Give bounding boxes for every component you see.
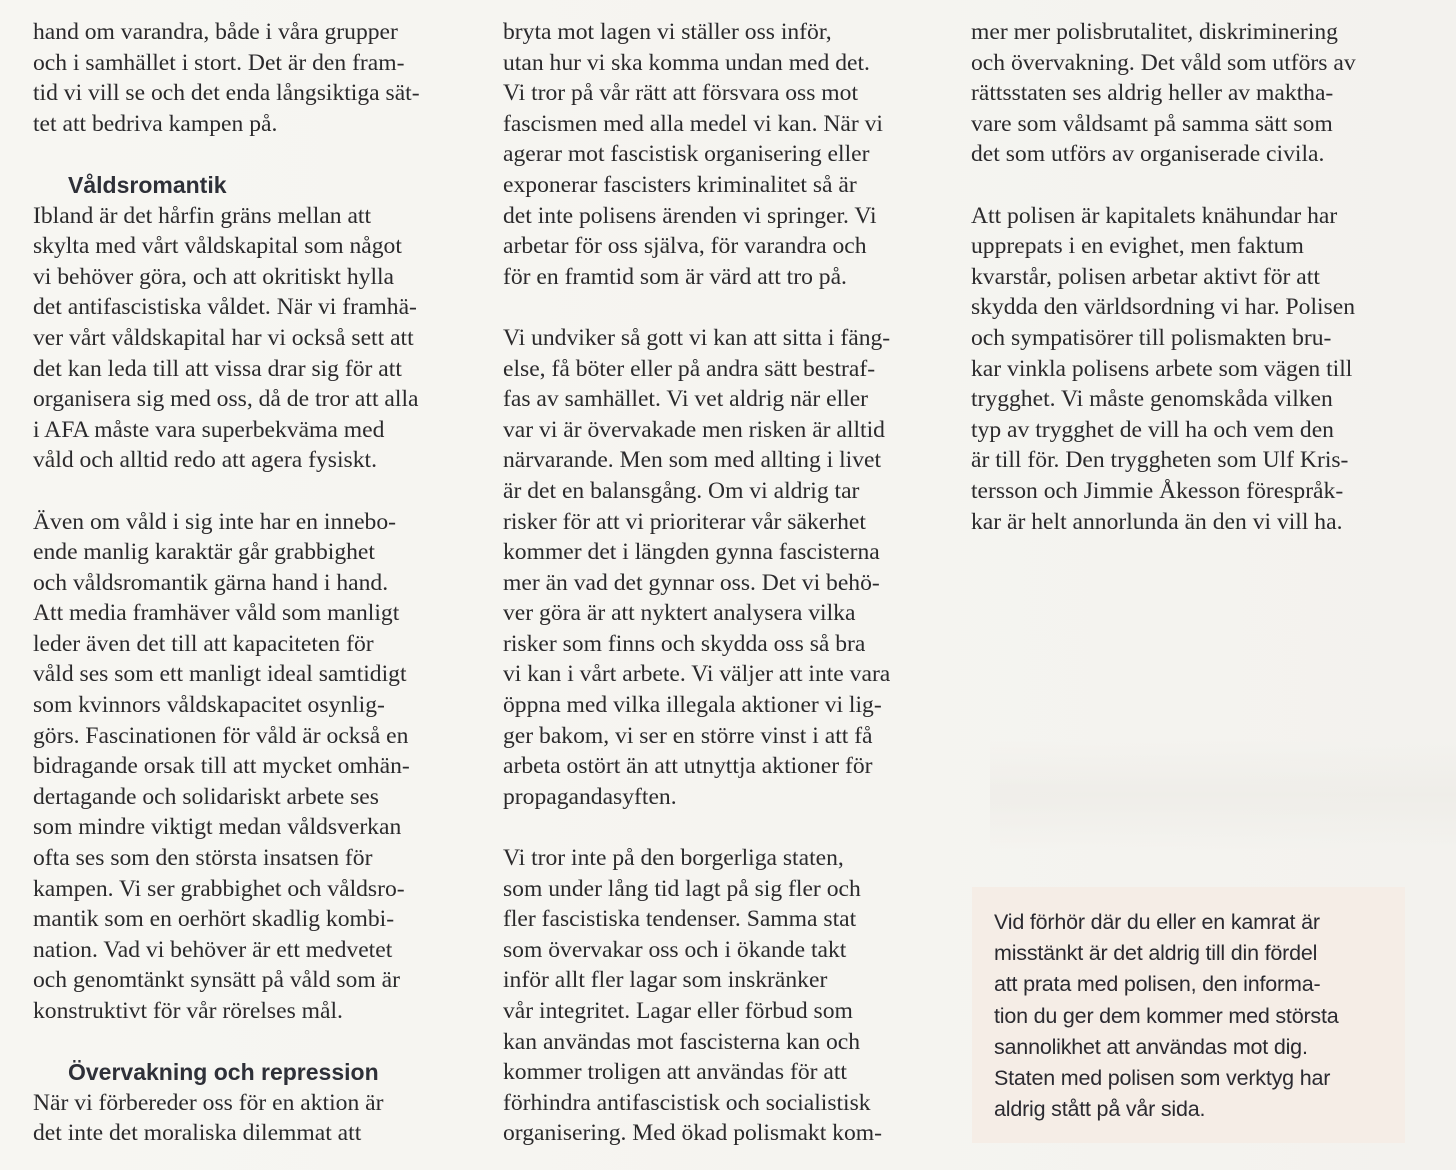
section-heading-overvakning: Övervakning och repression bbox=[68, 1059, 379, 1086]
callout-text: Vid förhör där du eller en kamrat är misstänkt är det aldrig till din fördel att prata med polisen, den informa- tion du ger dem kommer med största sannolikhet att användas mot dig. Staten med polisen som verktyg har aldrig stått på vår sida. bbox=[994, 910, 1339, 1122]
callout-box bbox=[972, 887, 1405, 1143]
text-column-3 bbox=[971, 17, 1404, 537]
paragraph: Vi tror inte på den borgerliga staten, som under lång tid lagt på sig fler och fler fascistiska tendenser. Samma stat som övervakar oss och i ökande takt inför allt fler lagar som inskränker vår integritet. Lagar eller förbud som kan användas mot fascisterna kan och kommer troligen att användas för att förhindra antifascistisk och socialistisk organisering. Med ökad polismakt kom- bbox=[503, 845, 882, 1147]
text-column-2 bbox=[503, 17, 935, 1149]
paragraph: När vi förbereder oss för en aktion är det inte det moraliska dilemmat att bbox=[33, 1089, 384, 1147]
text-column-1 bbox=[33, 17, 465, 1149]
paragraph: Vi undviker så gott vi kan att sitta i fäng- else, få böter eller på andra sätt bestraf- fas av samhället. Vi vet aldrig när eller var vi är övervakade men risken är alltid närvarande. Men som med allting i livet är det en balansgång. Om vi aldrig tar risker för att vi prioriterar vår säkerhet kommer det i längden gynna fascisterna mer än vad det gynnar oss. Det vi behö- ver göra är att nyktert analysera vilka risker som finns och skydda oss så bra vi kan i vårt arbete. Vi väljer att inte vara öppna med vilka illegala aktioner vi lig- ger bakom, vi ser en större vinst i att få arbeta ostört än att utnyttja aktioner för propagandasyften. bbox=[503, 324, 891, 810]
paragraph: Ibland är det hårfin gräns mellan att skylta med vårt våldskapital som något vi behöver göra, och att okritiskt hylla det antifascistiska våldet. När vi framhä- ver vårt våldskapital har vi också sett att det kan leda till att vissa drar sig för att organisera sig med oss, då de tror att alla i AFA måste vara superbekväma med våld och alltid redo att agera fysiskt. bbox=[33, 202, 419, 474]
paragraph: hand om varandra, både i våra grupper och i samhället i stort. Det är den fram- tid vi vill se och det enda långsiktiga sät- tet att bedriva kampen på. bbox=[33, 19, 420, 137]
show-through-shading bbox=[990, 740, 1456, 850]
paragraph: bryta mot lagen vi ställer oss inför, utan hur vi ska komma undan med det. Vi tror på vår rätt att försvara oss mot fascismen med alla medel vi kan. När vi agerar mot fascistisk organisering eller exponerar fascisters kriminalitet så är det inte polisens ärenden vi springer. Vi arbetar för oss själva, för varandra och för en framtid som är värd att tro på. bbox=[503, 19, 883, 290]
paragraph: Att polisen är kapitalets knähundar har upprepats i en evighet, men faktum kvarstår, polisen arbetar aktivt för att skydda den världsordning vi har. Polisen och sympatisörer till polismakten bru- kar vinkla polisens arbete som vägen till trygghet. Vi måste genomskåda vilken typ av trygghet de vill ha och vem den är till för. Den tryggheten som Ulf Kris- tersson och Jimmie Åkesson förespråk- kar är helt annorlunda än den vi vill ha. bbox=[971, 202, 1356, 535]
section-heading-valdsromantik: Våldsromantik bbox=[68, 171, 227, 198]
paragraph: mer mer polisbrutalitet, diskriminering och övervakning. Det våld som utförs av rättsstaten ses aldrig heller av maktha- vare som våldsamt på samma sätt som det som utförs av organiserade civila. bbox=[971, 19, 1356, 168]
paragraph: Även om våld i sig inte har en innebo- ende manlig karaktär går grabbighet och våldsromantik gärna hand i hand. Att media framhäver våld som manligt leder även det till att kapaciteten för våld ses som ett manligt ideal samtidigt som kvinnors våldskapacitet osynlig- görs. Fascinationen för våld är också en bidragande orsak till att mycket omhän- dertagande och solidariskt arbete ses som mindre viktigt medan våldsverkan ofta ses som den största insatsen för kampen. Vi ser grabbighet och våldsro- mantik som en oerhört skadlig kombi- nation. Vad vi behöver är ett medvetet och genomtänkt synsätt på våld som är konstruktivt för vår rörelses mål. bbox=[33, 508, 410, 1024]
